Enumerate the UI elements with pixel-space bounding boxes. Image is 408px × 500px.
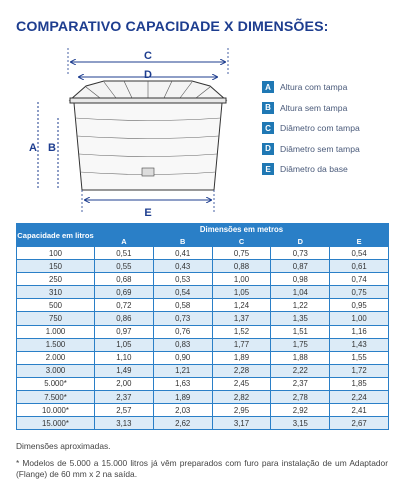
dimension-cell-c: 2,45 xyxy=(212,377,271,390)
dimension-cell-b: 0,73 xyxy=(153,312,212,325)
column-header-e: E xyxy=(330,236,389,247)
legend-label: Altura sem tampa xyxy=(280,102,348,113)
dimension-cell-a: 1,10 xyxy=(95,351,154,364)
dimension-cell-d: 1,35 xyxy=(271,312,330,325)
dimension-cell-e: 0,95 xyxy=(330,299,389,312)
letter-d: D xyxy=(144,69,152,81)
legend-item-b xyxy=(262,101,402,115)
table-row xyxy=(17,286,389,299)
dimension-cell-b: 2,62 xyxy=(153,417,212,430)
capacity-cell: 7.500* xyxy=(17,391,95,404)
table-row xyxy=(17,273,389,286)
legend-badge: D xyxy=(262,143,274,155)
capacity-cell: 750 xyxy=(17,312,95,325)
table-row xyxy=(17,364,389,377)
column-header-d: D xyxy=(271,236,330,247)
column-header-b: B xyxy=(153,236,212,247)
tank-body xyxy=(74,103,222,190)
dimension-cell-a: 3,13 xyxy=(95,417,154,430)
dimension-cell-b: 0,41 xyxy=(153,247,212,260)
legend-badge: E xyxy=(262,163,274,175)
letter-c: C xyxy=(144,50,152,62)
capacity-cell: 1.500 xyxy=(17,338,95,351)
dimension-cell-c: 1,77 xyxy=(212,338,271,351)
dimension-cell-d: 1,04 xyxy=(271,286,330,299)
capacity-cell: 3.000 xyxy=(17,364,95,377)
dimension-legend xyxy=(262,80,402,183)
dimension-cell-a: 0,51 xyxy=(95,247,154,260)
capacity-cell: 15.000* xyxy=(17,417,95,430)
dimension-cell-d: 3,15 xyxy=(271,417,330,430)
legend-item-d xyxy=(262,142,402,156)
dimension-cell-d: 2,22 xyxy=(271,364,330,377)
legend-badge: A xyxy=(262,81,274,93)
table-row xyxy=(17,391,389,404)
table-body xyxy=(17,247,389,430)
dimension-cell-b: 0,43 xyxy=(153,260,212,273)
dimension-cell-e: 1,16 xyxy=(330,325,389,338)
table-row xyxy=(17,338,389,351)
column-header-a: A xyxy=(95,236,154,247)
dimension-cell-c: 3,17 xyxy=(212,417,271,430)
letter-e: E xyxy=(144,207,152,218)
capacity-header: Capacidade em litros xyxy=(17,224,95,247)
dimension-cell-c: 0,88 xyxy=(212,260,271,273)
dimension-cell-d: 1,22 xyxy=(271,299,330,312)
letter-a: A xyxy=(29,142,37,154)
dimension-cell-d: 1,51 xyxy=(271,325,330,338)
dimensions-header: Dimensões em metros xyxy=(95,224,389,236)
dimension-cell-a: 1,05 xyxy=(95,338,154,351)
dimension-cell-a: 0,72 xyxy=(95,299,154,312)
dimension-cell-b: 0,83 xyxy=(153,338,212,351)
legend-label: Diâmetro com tampa xyxy=(280,123,360,134)
column-header-c: C xyxy=(212,236,271,247)
dimension-cell-c: 2,28 xyxy=(212,364,271,377)
dimension-cell-c: 1,52 xyxy=(212,325,271,338)
dimension-cell-d: 0,73 xyxy=(271,247,330,260)
capacity-cell: 100 xyxy=(17,247,95,260)
dimension-cell-a: 0,97 xyxy=(95,325,154,338)
dimension-cell-e: 1,43 xyxy=(330,338,389,351)
legend-badge: C xyxy=(262,122,274,134)
dimension-cell-a: 1,49 xyxy=(95,364,154,377)
dimension-cell-c: 1,37 xyxy=(212,312,271,325)
legend-label: Diâmetro da base xyxy=(280,164,348,175)
dimension-cell-b: 1,21 xyxy=(153,364,212,377)
dimension-cell-e: 2,67 xyxy=(330,417,389,430)
dimension-cell-b: 2,03 xyxy=(153,404,212,417)
dimension-cell-b: 0,53 xyxy=(153,273,212,286)
dimension-cell-d: 2,37 xyxy=(271,377,330,390)
dimension-cell-b: 0,58 xyxy=(153,299,212,312)
dimension-cell-e: 1,85 xyxy=(330,377,389,390)
dimension-cell-d: 1,88 xyxy=(271,351,330,364)
table-row xyxy=(17,377,389,390)
dimension-cell-a: 0,86 xyxy=(95,312,154,325)
legend-badge: B xyxy=(262,102,274,114)
table-row xyxy=(17,325,389,338)
capacity-cell: 10.000* xyxy=(17,404,95,417)
dimension-cell-e: 0,54 xyxy=(330,247,389,260)
dimension-cell-c: 2,95 xyxy=(212,404,271,417)
dimension-cell-e: 0,61 xyxy=(330,260,389,273)
dimension-cell-d: 2,92 xyxy=(271,404,330,417)
capacity-cell: 250 xyxy=(17,273,95,286)
dimension-cell-c: 1,00 xyxy=(212,273,271,286)
table-row xyxy=(17,299,389,312)
dimensions-table xyxy=(16,223,389,430)
dimension-cell-c: 1,24 xyxy=(212,299,271,312)
capacity-cell: 1.000 xyxy=(17,325,95,338)
dimension-cell-d: 2,78 xyxy=(271,391,330,404)
table-row xyxy=(17,247,389,260)
table-row xyxy=(17,312,389,325)
letter-b: B xyxy=(48,142,56,154)
legend-item-c xyxy=(262,121,402,135)
dimension-cell-e: 1,00 xyxy=(330,312,389,325)
table-row xyxy=(17,351,389,364)
dimension-cell-c: 0,75 xyxy=(212,247,271,260)
dimension-cell-a: 2,00 xyxy=(95,377,154,390)
capacity-cell: 5.000* xyxy=(17,377,95,390)
dimension-cell-e: 2,41 xyxy=(330,404,389,417)
legend-item-e xyxy=(262,162,402,176)
dimension-cell-b: 1,89 xyxy=(153,391,212,404)
table-row xyxy=(17,417,389,430)
dimension-cell-b: 0,90 xyxy=(153,351,212,364)
dimension-cell-a: 0,68 xyxy=(95,273,154,286)
legend-item-a xyxy=(262,80,402,94)
dimension-cell-b: 0,76 xyxy=(153,325,212,338)
dimension-cell-a: 2,57 xyxy=(95,404,154,417)
models-note: * Modelos de 5.000 a 15.000 litros já vêm preparados com furo para instalação de um Adaptador (Flange) de 60 mm x 2 na saída. xyxy=(16,458,388,479)
dimension-cell-a: 0,55 xyxy=(95,260,154,273)
legend-label: Diâmetro sem tampa xyxy=(280,143,360,154)
table-row xyxy=(17,260,389,273)
capacity-cell: 150 xyxy=(17,260,95,273)
dimension-cell-c: 1,05 xyxy=(212,286,271,299)
dimension-cell-a: 0,69 xyxy=(95,286,154,299)
capacity-cell: 310 xyxy=(17,286,95,299)
dimension-cell-b: 1,63 xyxy=(153,377,212,390)
dimension-cell-c: 1,89 xyxy=(212,351,271,364)
dimension-cell-a: 2,37 xyxy=(95,391,154,404)
legend-label: Altura com tampa xyxy=(280,82,348,92)
dimension-cell-e: 1,72 xyxy=(330,364,389,377)
capacity-cell: 500 xyxy=(17,299,95,312)
dimension-cell-d: 0,98 xyxy=(271,273,330,286)
page-title: COMPARATIVO CAPACIDADE X DIMENSÕES: xyxy=(16,19,329,35)
dimension-cell-e: 2,24 xyxy=(330,391,389,404)
dimension-cell-c: 2,82 xyxy=(212,391,271,404)
dimension-cell-b: 0,54 xyxy=(153,286,212,299)
dimension-cell-e: 0,75 xyxy=(330,286,389,299)
capacity-cell: 2.000 xyxy=(17,351,95,364)
dimension-cell-d: 1,75 xyxy=(271,338,330,351)
dimension-cell-e: 1,55 xyxy=(330,351,389,364)
table-row xyxy=(17,404,389,417)
dimension-cell-e: 0,74 xyxy=(330,273,389,286)
approximate-note: Dimensões aproximadas. xyxy=(16,441,111,451)
dimension-cell-d: 0,87 xyxy=(271,260,330,273)
